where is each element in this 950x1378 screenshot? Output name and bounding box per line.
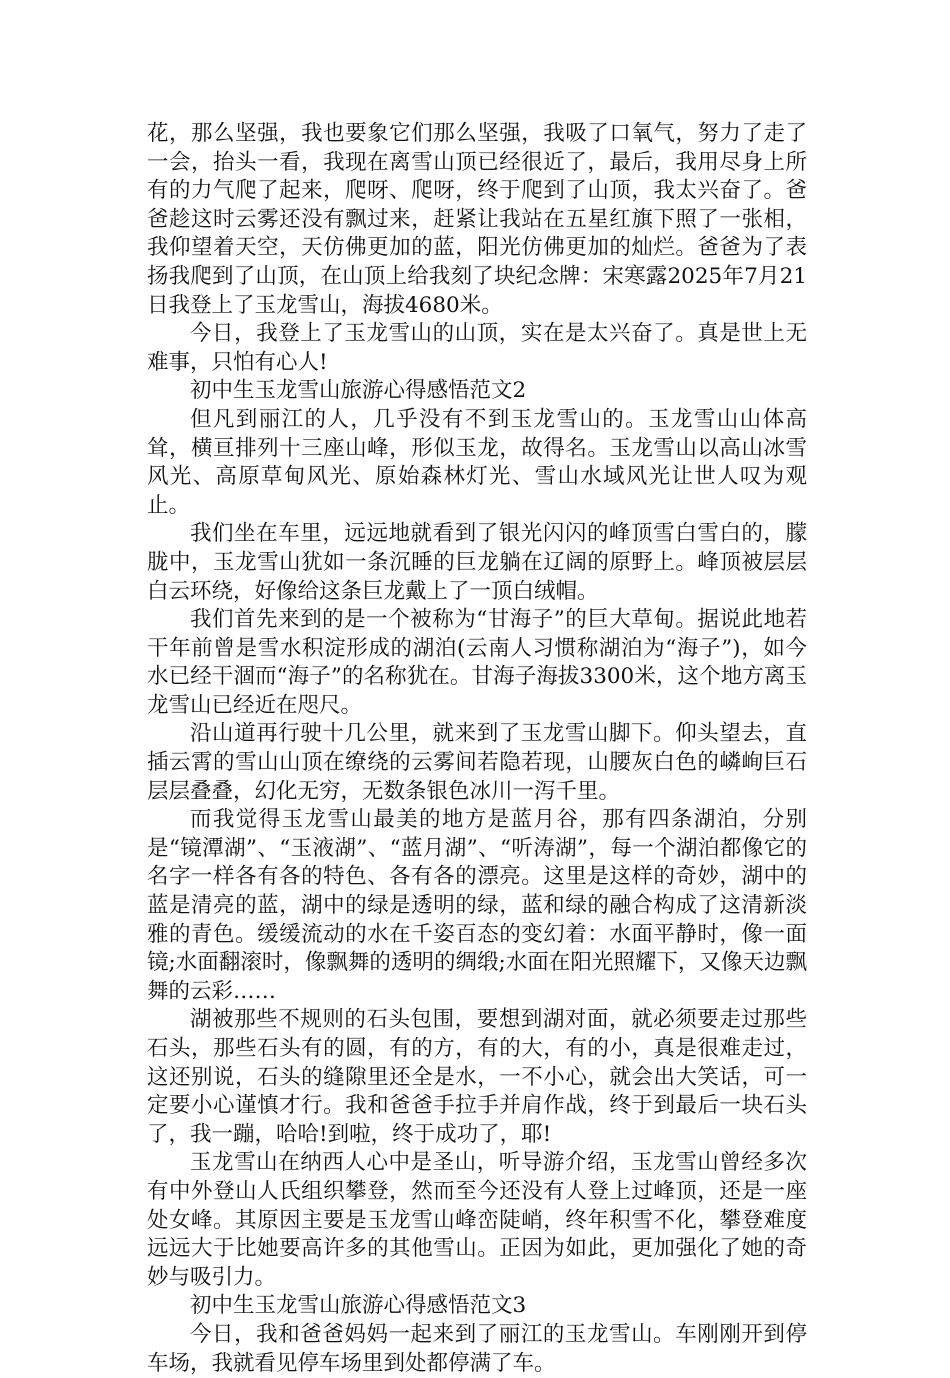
paragraph: 沿山道再行驶十几公里，就来到了玉龙雪山脚下。仰头望去，直插云霄的雪山山顶在缭绕的云雾间若隐若现，山腰灰白色的嶙峋巨石层层叠叠，幻化无穷，无数条银色冰川一泻千里。 [147, 721, 807, 804]
document-page [147, 120, 807, 1378]
paragraph: 而我觉得玉龙雪山最美的地方是蓝月谷，那有四条湖泊，分别是“镜潭湖”、“玉液湖”、“蓝月湖”、“听涛湖”，每一个湖泊都像它的名字一样各有各的特色、各有各的漂亮。这里是这样的奇妙，湖中的蓝是清亮的蓝，湖中的绿是透明的绿，蓝和绿的融合构成了这清新淡雅的青色。缓缓流动的水在千姿百态的变幻着：水面平静时，像一面镜;水面翻滚时，像飘舞的透明的绸缎;水面在阳光照耀下，又像天边飘舞的云彩…… [147, 807, 807, 1004]
section-heading: 初中生玉龙雪山旅游心得感悟范文3 [190, 1293, 527, 1319]
paragraph: 我们首先来到的是一个被称为“甘海子”的巨大草甸。据说此地若干年前曾是雪水积淀形成的湖泊(云南人习惯称湖泊为“海子”)，如今水已经干涸而“海子”的名称犹在。甘海子海拔3300米，这个地方离玉龙雪山已经近在咫尺。 [147, 607, 807, 718]
paragraph: 今日，我登上了玉龙雪山的山顶，实在是太兴奋了。真是世上无难事，只怕有心人! [147, 321, 807, 375]
paragraph: 湖被那些不规则的石头包围，要想到湖对面，就必须要走过那些石头，那些石头有的圆，有的方，有的大，有的小，真是很难走过，这还别说，石头的缝隙里还全是水，一不小心，就会出大笑话，可一定要小心谨慎才行。我和爸爸手拉手并肩作战，终于到最后一块石头了，我一蹦，哈哈!到啦，终于成功了，耶! [147, 1007, 807, 1147]
paragraph: 但凡到丽江的人，几乎没有不到玉龙雪山的。玉龙雪山山体高耸，横亘排列十三座山峰，形似玉龙，故得名。玉龙雪山以高山冰雪风光、高原草甸风光、原始森林灯光、雪山水域风光让世人叹为观止。 [147, 406, 807, 518]
paragraph: 玉龙雪山在纳西人心中是圣山，听导游介绍，玉龙雪山曾经多次有中外登山人氏组织攀登，然而至今还没有人登上过峰顶，还是一座处女峰。其原因主要是玉龙雪山峰峦陡峭，终年积雪不化，攀登难度远远大于比她要高许多的其他雪山。正因为如此，更加强化了她的奇妙与吸引力。 [147, 1150, 807, 1290]
section-heading: 初中生玉龙雪山旅游心得感悟范文2 [190, 378, 527, 404]
paragraph: 我们坐在车里，远远地就看到了银光闪闪的峰顶雪白雪白的，朦胧中，玉龙雪山犹如一条沉睡的巨龙躺在辽阔的原野上。峰顶被层层白云环绕，好像给这条巨龙戴上了一顶白绒帽。 [147, 521, 807, 604]
paragraph: 今日，我和爸爸妈妈一起来到了丽江的玉龙雪山。车刚刚开到停车场，我就看见停车场里到处都停满了车。 [147, 1321, 807, 1376]
paragraph: 花，那么坚强，我也要象它们那么坚强，我吸了口氧气，努力了走了一会，抬头一看，我现在离雪山顶已经很近了，最后，我用尽身上所有的力气爬了起来，爬呀、爬呀，终于爬到了山顶，我太兴奋了。爸爸趁这时云雾还没有飘过来，赶紧让我站在五星红旗下照了一张相，我仰望着天空，天仿佛更加的蓝，阳光仿佛更加的灿烂。爸爸为了表扬我爬到了山顶，在山顶上给我刻了块纪念牌：宋寒露2025年7月21日我登上了玉龙雪山，海拔4680米。 [147, 121, 807, 318]
